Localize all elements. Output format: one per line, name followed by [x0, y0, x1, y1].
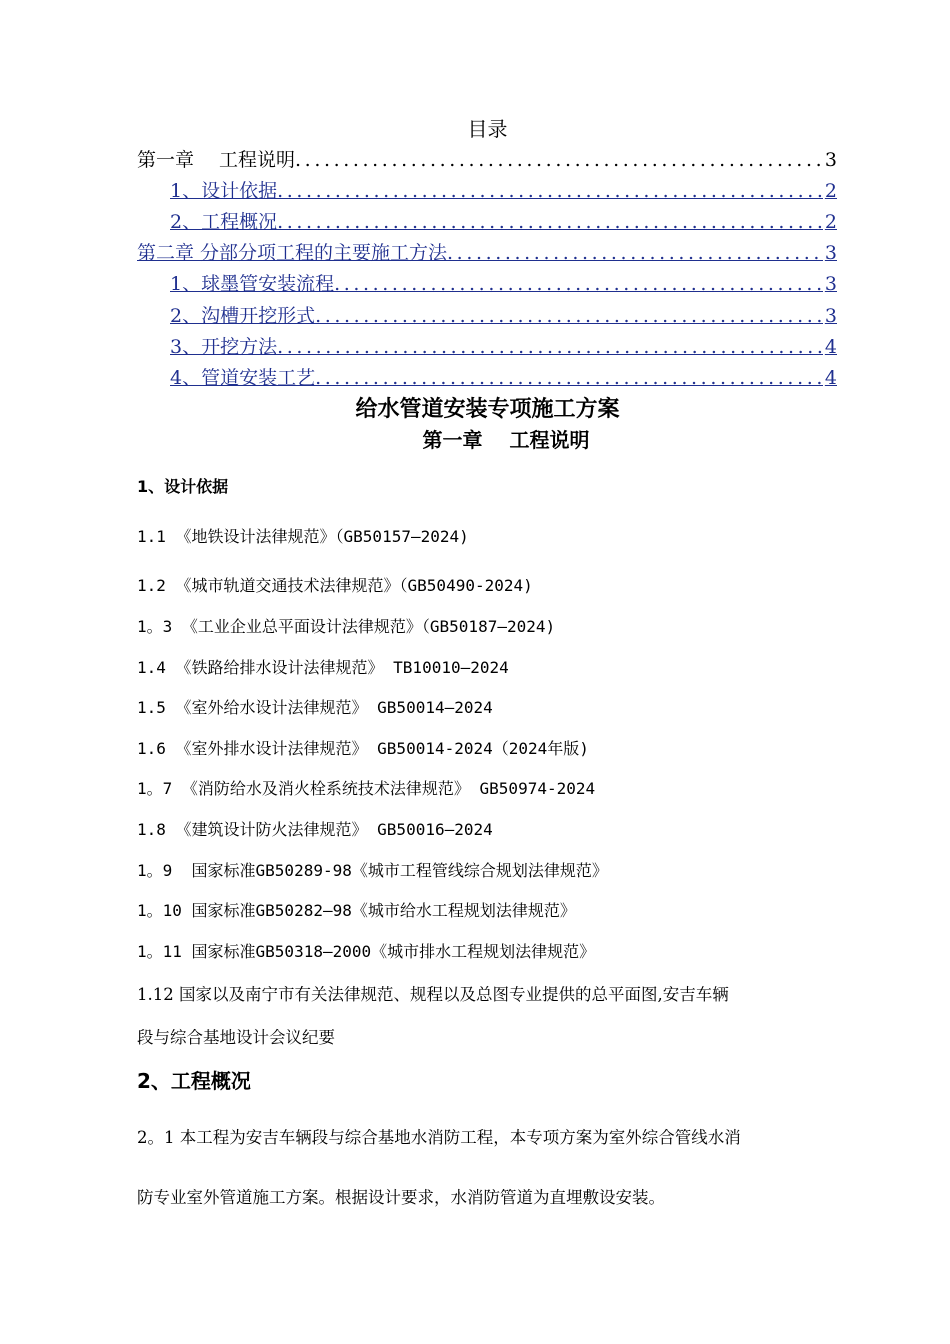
toc-leader-dots [334, 272, 823, 296]
toc-entry-page: 3 [824, 242, 837, 264]
reference-item: 1.8 《建筑设计防火法律规范》 GB50016—2024 [137, 820, 493, 839]
toc-entry-project-overview[interactable] [170, 210, 837, 234]
reference-item: 1。10 国家标准GB50282—98《城市给水工程规划法律规范》 [137, 901, 576, 920]
chapter-title: 第一章 工程说明 [422, 428, 590, 452]
toc-entry-chapter2[interactable] [137, 241, 837, 265]
toc-entry-page: 3 [824, 273, 837, 295]
toc-entry-label: 第二章 分部分项工程的主要施工方法 [137, 242, 448, 264]
section-heading-design-basis: 1、设计依据 [137, 477, 229, 496]
reference-item-text: 1.12 国家以及南宁市有关法律规范、规程以及总图专业提供的总平面图,安吉车辆 [137, 985, 729, 1004]
reference-item: 1.1 《地铁设计法律规范》（GB50157—2024) [137, 527, 469, 546]
reference-item: 1。9 国家标准GB50289-98《城市工程管线综合规划法律规范》 [137, 861, 608, 880]
toc-entry-ductile-pipe-flow[interactable] [170, 272, 837, 296]
toc-leader-dots [295, 148, 823, 172]
reference-item: 1。3 《工业企业总平面设计法律规范》（GB50187—2024) [137, 617, 556, 636]
toc-entry-trench-form[interactable] [170, 304, 837, 328]
toc-entry-page: 4 [824, 367, 837, 389]
toc-entry-page: 2 [824, 180, 837, 202]
reference-item: 1.4 《铁路给排水设计法律规范》 TB10010—2024 [137, 658, 509, 677]
toc-leader-dots [277, 179, 823, 203]
toc-leader-dots [315, 366, 823, 390]
toc-entry-page: 3 [824, 149, 837, 171]
reference-item: 1。11 国家标准GB50318—2000《城市排水工程规划法律规范》 [137, 942, 596, 961]
reference-item: 1.5 《室外给水设计法律规范》 GB50014—2024 [137, 698, 493, 717]
toc-leader-dots [447, 241, 823, 265]
toc-entry-page: 3 [824, 305, 837, 327]
toc-entry-label: 2、工程概况 [170, 211, 278, 233]
toc-entry-label: 1、设计依据 [170, 180, 278, 202]
toc-leader-dots [277, 335, 823, 359]
reference-item: 1。7 《消防给水及消火栓系统技术法律规范》 GB50974-2024 [137, 779, 596, 798]
toc-entry-chapter1[interactable] [137, 148, 837, 172]
toc-entry-page: 2 [824, 211, 837, 233]
reference-item: 1.6 《室外排水设计法律规范》 GB50014-2024（2024年版) [137, 739, 589, 758]
toc-entry-page: 4 [824, 336, 837, 358]
toc-leader-dots [277, 210, 823, 234]
toc-entry-pipe-installation[interactable] [170, 366, 837, 390]
toc-entry-label: 3、开挖方法 [170, 336, 278, 358]
toc-entry-design-basis[interactable] [170, 179, 837, 203]
toc-leader-dots [315, 304, 823, 328]
toc-entry-label: 4、管道安装工艺 [170, 367, 316, 389]
reference-item: 1.2 《城市轨道交通技术法律规范》（GB50490-2024) [137, 576, 533, 595]
toc-entry-excavation-method[interactable] [170, 335, 837, 359]
toc-entry-label: 1、球墨管安装流程 [170, 273, 335, 295]
document-title: 给水管道安装专项施工方案 [355, 397, 620, 422]
toc-title: 目录 [467, 117, 508, 141]
reference-item-text: 段与综合基地设计会议纪要 [137, 1028, 335, 1047]
toc-entry-label: 2、沟槽开挖形式 [170, 305, 316, 327]
toc-entry-label: 第一章 工程说明 [137, 149, 296, 171]
section-heading-project-overview: 2、工程概况 [137, 1069, 251, 1093]
paragraph-text: 防专业室外管道施工方案。根据设计要求，水消防管道为直埋敷设安装。 [137, 1188, 665, 1207]
paragraph-text: 2。1 本工程为安吉车辆段与综合基地水消防工程，本专项方案为室外综合管线水消 [137, 1128, 741, 1147]
